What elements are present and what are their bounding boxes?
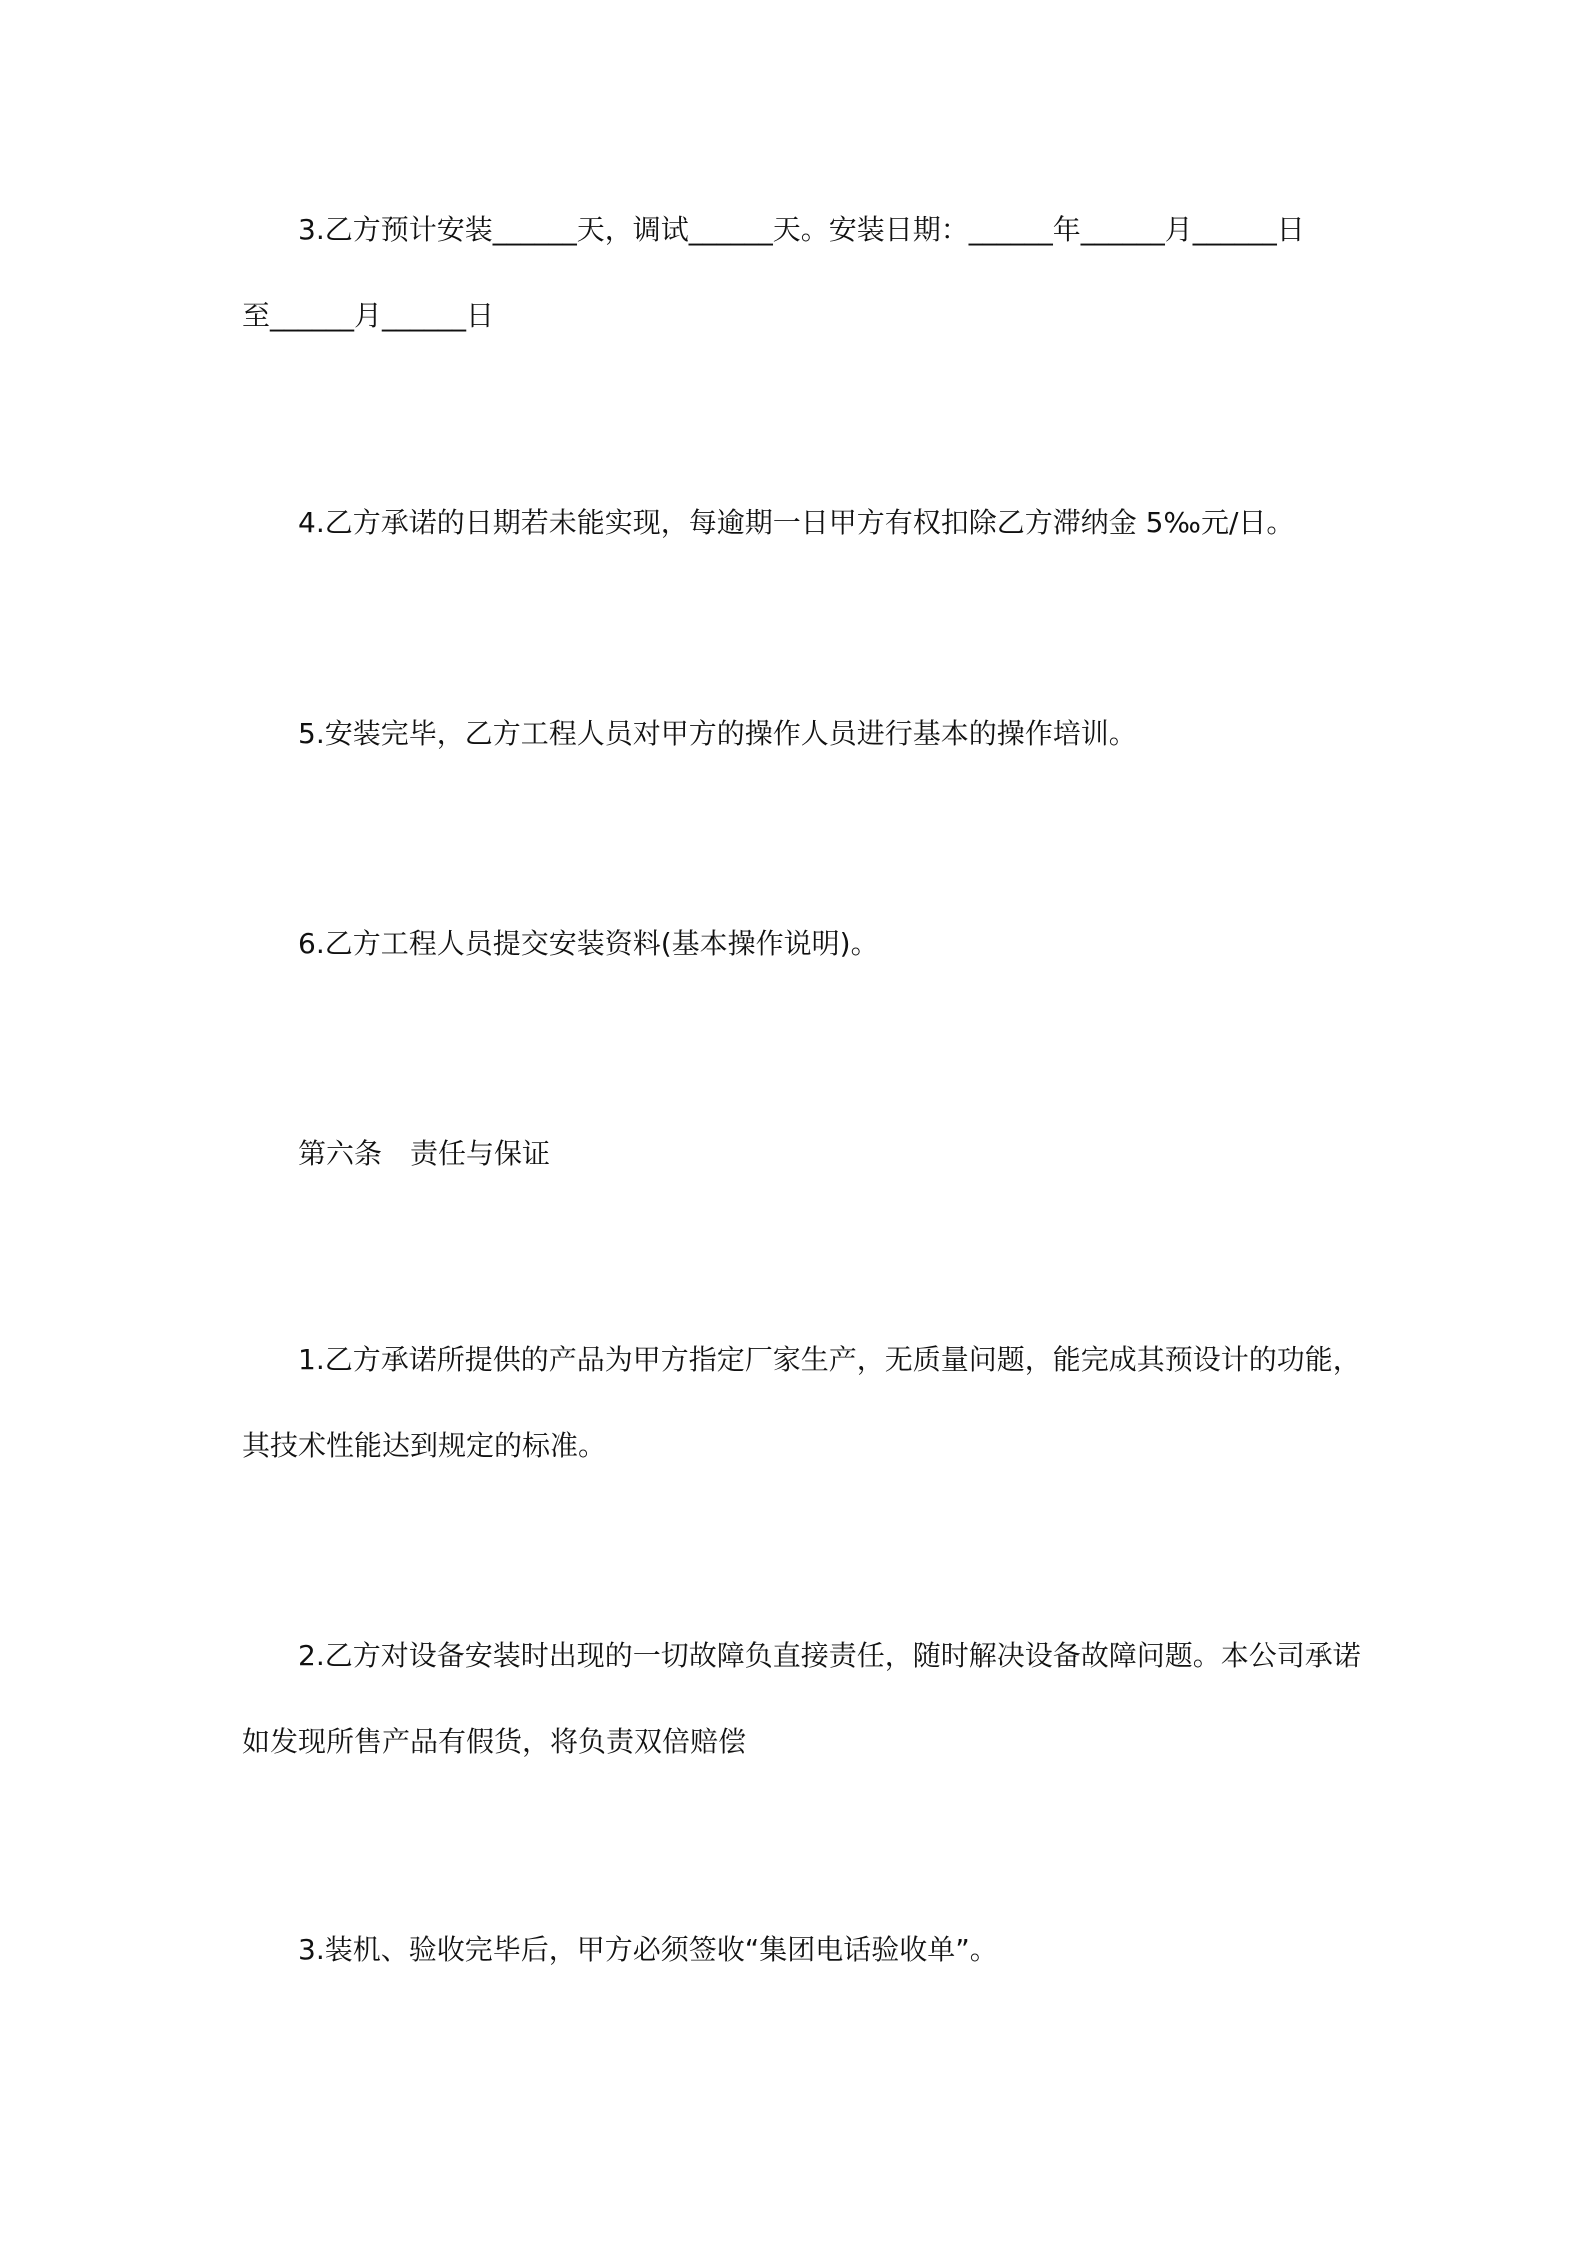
clause-6-item-1-line-2: 其技术性能达到规定的标准。: [242, 1429, 607, 1462]
clause-5-item-3-line-1: 3.乙方预计安装______天，调试______天。安装日期：______年______月______日: [298, 213, 1305, 246]
clause-5-item-3-line-2: 至______月______日: [242, 299, 495, 332]
clause-6-item-2-line-1: 2.乙方对设备安装时出现的一切故障负直接责任，随时解决设备故障问题。本公司承诺: [298, 1639, 1361, 1672]
section-heading-article-6: 第六条 责任与保证: [298, 1137, 551, 1170]
clause-6-item-1-line-1: 1.乙方承诺所提供的产品为甲方指定厂家生产，无质量问题，能完成其预设计的功能，: [298, 1343, 1361, 1376]
clause-6-item-3: 3.装机、验收完毕后，甲方必须签收“集团电话验收单”。: [298, 1933, 998, 1966]
clause-5-item-6: 6.乙方工程人员提交安装资料(基本操作说明)。: [298, 927, 879, 960]
clause-5-item-5: 5.安装完毕，乙方工程人员对甲方的操作人员进行基本的操作培训。: [298, 717, 1137, 750]
clause-5-item-4: 4.乙方承诺的日期若未能实现，每逾期一日甲方有权扣除乙方滞纳金 5‰元/日。: [298, 506, 1295, 539]
clause-6-item-2-line-2: 如发现所售产品有假货，将负责双倍赔偿: [242, 1725, 747, 1758]
